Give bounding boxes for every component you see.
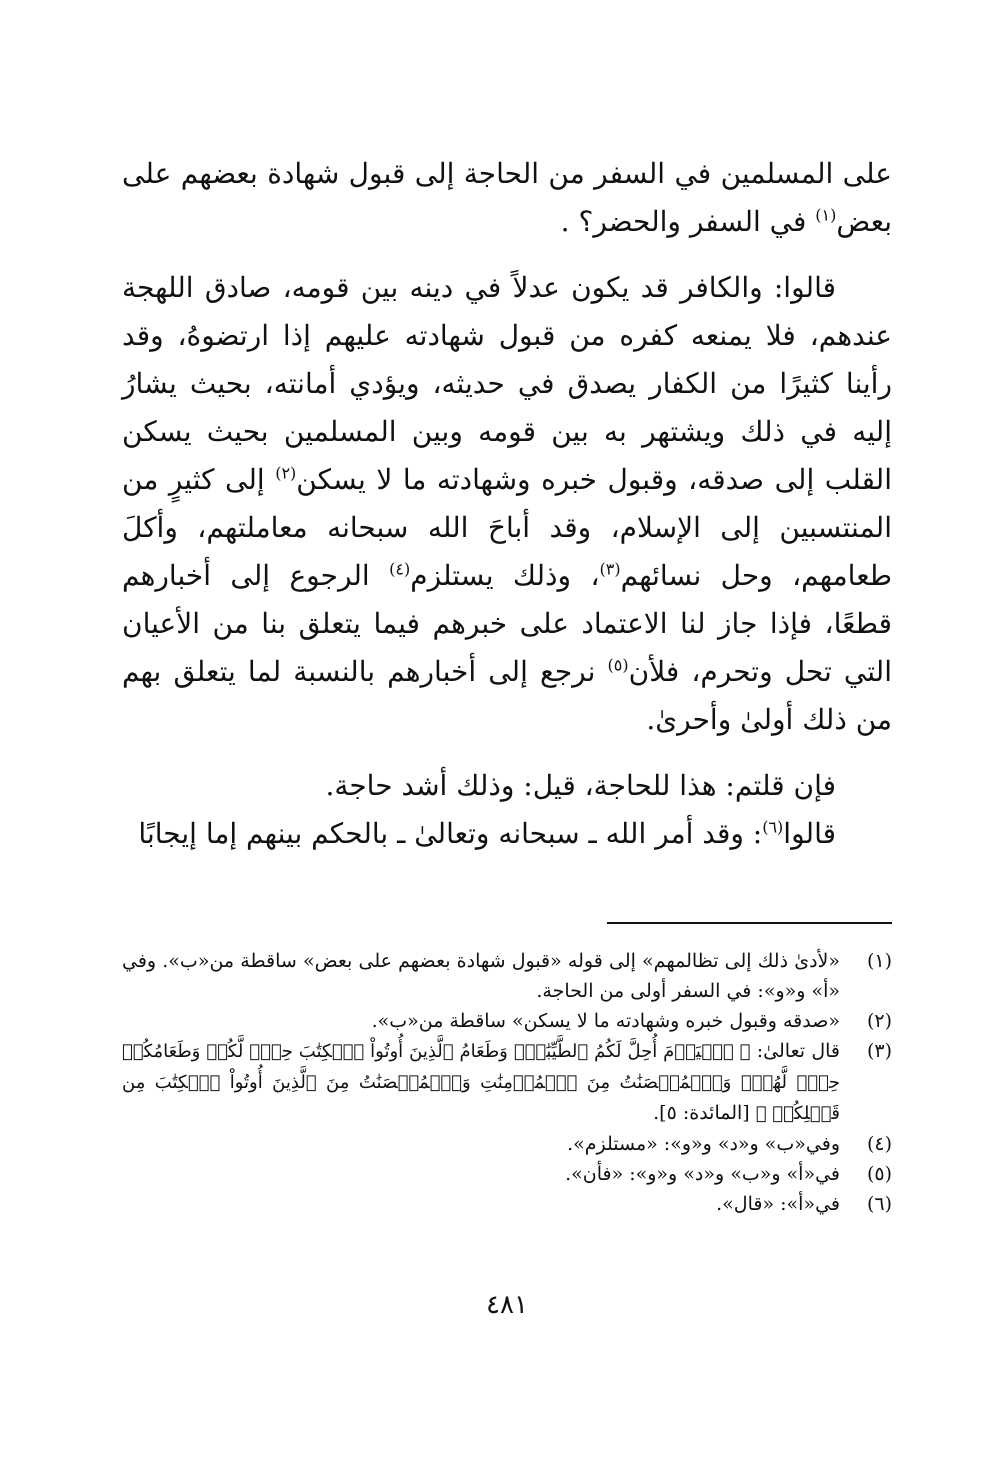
paragraph xyxy=(122,762,892,810)
text-run: قالوا: والكافر قد يكون عدلاً في دينه بين قومه، صادق اللهجة عندهم، فلا يمنعه كفره من قبول شهادته عليهم إذا ارتضوهُ، وقد رأينا كثيرًا من الكفار يصدق في حديثه، ويؤدي أمانته، بحيث يشارُ إليه في ذلك ويشتهر به بين قومه وبين المسلمين بحيث يسكن القلب إلى صدقه، وقبول خبره وشهادته ما لا يسكن xyxy=(122,271,892,496)
text-run: في السفر والحضر؟ . xyxy=(560,205,807,238)
footnote-marker: (٢) xyxy=(275,463,297,483)
text-run: : وقد أمر الله ـ سبحانه وتعالىٰ ـ بالحكم بينهم إما إيجابًا xyxy=(138,817,763,850)
main-text xyxy=(122,150,892,858)
quran-verse: ﴿ ٱلۡيَوۡمَ أُحِلَّ لَكُمُ ٱلطَّيِّبَٰتُۖ وَطَعَامُ ٱلَّذِينَ أُوتُواْ ٱلۡكِتَٰبَ حِلّٞ لَّكُمۡ وَطَعَامُكُمۡ حِلّٞ لَّهُمۡۖ وَٱلۡمُحۡصَنَٰتُ مِنَ ٱلۡمُؤۡمِنَٰتِ وَٱلۡمُحۡصَنَٰتُ مِنَ ٱلَّذِينَ أُوتُواْ ٱلۡكِتَٰبَ مِن قَبۡلِكُمۡ ﴾ xyxy=(122,1041,840,1124)
footnote-number: (٦) xyxy=(866,1193,892,1215)
footnote-text: وفي«ب» و«د» و«و»: «مستلزم». xyxy=(567,1133,840,1155)
footnote-number: (٢) xyxy=(866,1010,892,1032)
text-run: ، وذلك يستلزم xyxy=(410,559,600,592)
footnote xyxy=(122,1129,892,1159)
text-run: الرجوع إلى أخبارهم قطعًا، فإذا جاز لنا الاعتماد على خبرهم فيما يتعلق بنا من الأعيان التي تحل وتحرم، فلأن xyxy=(122,559,892,688)
footnote-marker: (٦) xyxy=(762,817,784,837)
footnotes xyxy=(122,946,892,1219)
footnote-text: في«أ»: «قال». xyxy=(716,1193,840,1215)
footnote xyxy=(122,946,892,1006)
paragraph xyxy=(122,264,892,744)
footnote-number: (٤) xyxy=(866,1133,892,1155)
page-number: ٤٨١ xyxy=(486,1290,528,1320)
footnote-marker: (١) xyxy=(815,205,837,225)
text-run: نرجع إلى أخبارهم بالنسبة لما يتعلق بهم من ذلك أولىٰ وأحرىٰ. xyxy=(122,655,892,736)
footnote-marker: (٥) xyxy=(607,655,629,675)
text-run: إلى كثيرٍ من المنتسبين إلى الإسلام، وقد أباحَ الله سبحانه معاملتهم، وأكلَ طعامهم، وحل نسائهم xyxy=(122,463,892,592)
paragraph xyxy=(122,150,892,246)
footnote-number: (٣) xyxy=(866,1040,892,1062)
footnote-number: (٥) xyxy=(866,1163,892,1185)
text-run: فإن قلتم: هذا للحاجة، قيل: وذلك أشد حاجة. xyxy=(325,769,836,802)
footnote-text: «لأدىٰ ذلك إلى تظالمهم» إلى قوله «قبول شهادة بعضهم على بعض» ساقطة من«ب». وفي «أ» و«و»: في السفر أولى من الحاجة. xyxy=(122,950,840,1002)
footnote-marker: (٣) xyxy=(599,559,621,579)
text-run: على المسلمين في السفر من الحاجة إلى قبول شهادة بعضهم على بعض xyxy=(122,157,892,238)
footnote xyxy=(122,1189,892,1219)
footnote xyxy=(122,1006,892,1036)
footnote-text: «صدقه وقبول خبره وشهادته ما لا يسكن» ساقطة من«ب». xyxy=(371,1010,840,1032)
text-run: قالوا xyxy=(783,817,836,850)
book-page xyxy=(122,0,892,1480)
footnote xyxy=(122,1036,892,1129)
footnote-text: قال تعالىٰ: xyxy=(756,1040,840,1062)
footnote xyxy=(122,1159,892,1189)
paragraph xyxy=(122,810,892,858)
footnote-marker: (٤) xyxy=(389,559,411,579)
footnote-text: في«أ» و«ب» و«د» و«و»: «فأن». xyxy=(565,1163,840,1185)
footnote-number: (١) xyxy=(866,950,892,972)
footnote-separator xyxy=(607,922,892,924)
verse-reference: [المائدة: ٥]. xyxy=(653,1102,750,1124)
